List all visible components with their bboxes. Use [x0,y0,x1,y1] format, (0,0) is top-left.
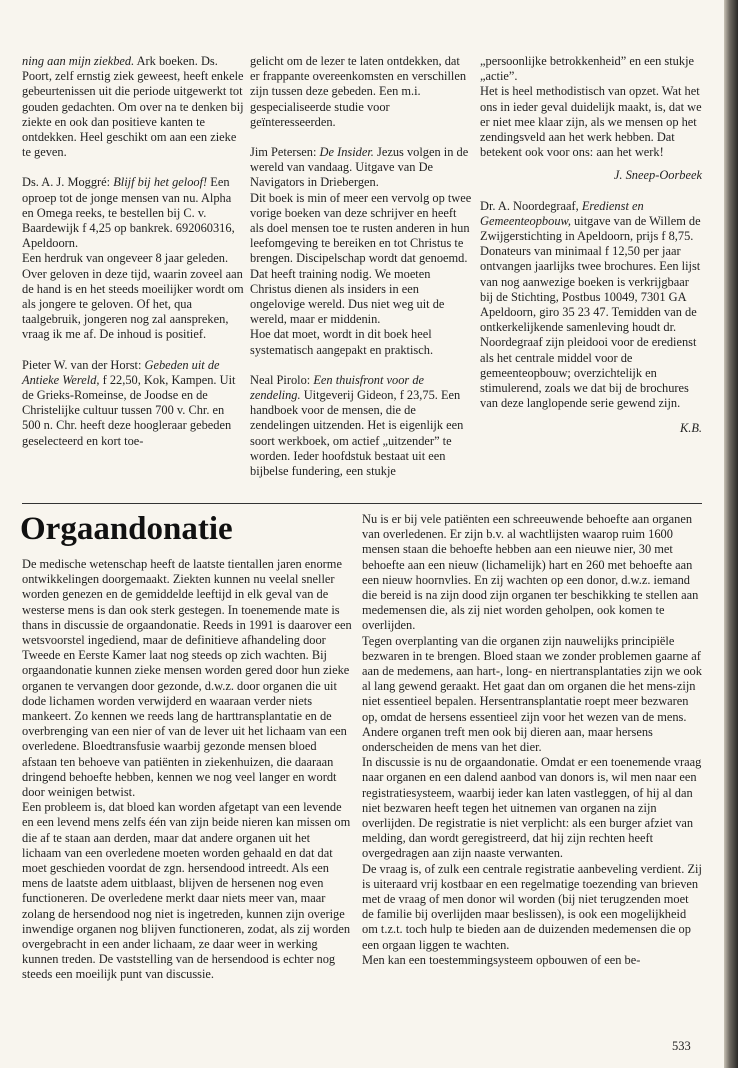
scan-edge [724,0,738,1068]
article-column-right [362,512,702,968]
paragraph: Een probleem is, dat bloed kan worden afgetapt van een levende en een levend mens zelfs één van zijn beide nieren kan missen om die af te staan aan derden, maar dat andere organen uit het lichaam van een overledene moeten worden gehaald en dat dat moet geschieden voordat de zgn. hersendood intreedt. Als een mens de laatste adem uitblaast, blijven de hersenen nog even functioneren. De overledene merkt daar niets meer van, maar zolang de hersendood nog niet is ingetreden, kunnen zijn overige inwendige organen nog blijven functioneren, zodat, als zij worden overgebracht in een ander lichaam, ze daar weer in werking kunnen treden. De vaststelling van de hersendood is echter nog steeds een moeilijk punt van discussie. [22,800,351,982]
signature: J. Sneep-Oorbeek [613,168,702,183]
paragraph: Donateurs van minimaal f 12,50 per jaar ontvangen jaarlijks twee brochures. Een lijst van nog aanwezige boeken is verkrijgbaar bij de Stichting, Postbus 10049, 7301 GA Apeldoorn, giro 35 23 47. Temidden van de ontkerkelijkende samenleving houdt dr. Noordegraaf zijn pleidooi voor de eredienst als het centrale middel voor de gemeenteopbouw; overzichtelijk en stimulerend, zoals we dat bij de brochures van deze langlopende serie gewend zijn. [480,244,701,411]
book-title: Een thuisfront voor de zendeling. [250,372,425,403]
paragraph: Dr. A. Noordegraaf, Eredienst en Gemeenteopbouw, uitgave van de Willem de Zwijgerstichting in Apeldoorn, prijs f 8,75. [480,198,701,244]
book-title: De Insider. [319,145,374,160]
page-number: 533 [672,1039,691,1053]
paragraph: ning aan mijn ziekbed. Ark boeken. Ds. Poort, zelf ernstig ziek geweest, heeft enkele gebeurtenissen uit die periode uitgewerkt tot gouden gedachten. Om over na te denken bij ziekte en ook dan positieve kanten te ontdekken. Heel geschikt om aan een zieke te geven. [22,54,244,160]
review-column-2 [250,54,472,479]
paragraph: De vraag is, of zulk een centrale registratie aanbeveling verdient. Zij is uiteraard vrij kostbaar en een regelmatige toezending van brieven met de vraag of men donor wil worden (bij niet terugzenden moet de familie bij overlijden maar beslissen), is ook een mogelijkheid om t.z.t. toch hulp te bieden aan de duizenden medemensen die op een orgaan liggen te wachten. [362,861,702,952]
paragraph: Het is heel methodistisch van opzet. Wat het ons in ieder geval duidelijk maakt, is, dat we er niet mee klaar zijn, als we mensen op het zendingsveld aan het werk hebben. Dat betekent ook voor ons: aan het werk! [480,84,702,160]
paragraph: Neal Pirolo: Een thuisfront voor de zendeling. Uitgeverij Gideon, f 23,75. Een handboek voor de mensen, die de zendelingen uitzenden. Het is eigenlijk een soort werkboek, om actief „uitzender” te worden. Ieder hoofdstuk bestaat uit een bijbelse fundering, een stukje [250,372,464,479]
paragraph: Hoe dat moet, wordt in dit boek heel systematisch aangepakt en praktisch. [250,327,434,357]
book-title: Eredienst en Gemeenteopbouw, [480,198,644,228]
paragraph: Dit boek is min of meer een vervolg op twee vorige boeken van deze schrijver en heeft als doel mensen toe te rusten anderen in hun leefomgeving te bereiken en tot Christus te brengen. Discipelschap wordt dat genoemd. Dat heeft training nodig. We moeten Christus dienen als insiders in een ongelovige wereld. Dus niet weg uit de wereld, maar er middenin. [250,190,472,327]
review-column-3 [480,54,702,437]
paragraph: De medische wetenschap heeft de laatste tientallen jaren enorme ontwikkelingen doorgemaakt. Ziekten kunnen nu veelal sneller worden genezen en de gemiddelde leeftijd in elk geval van de westerse mens is dan ook sterk gestegen. In toenemende mate is thans in discussie de orgaandonatie. Reeds in 1991 is daarover een wetsvoorstel ingediend, maar de definitieve afhandeling door Tweede en Eerste Kamer laat nog steeds op zich wachten. Bij orgaandonatie kunnen zieke mensen worden gered door hun zieke organen te vervangen door gezonde, d.w.z. door organen die uit dode lichamen worden verwijderd en waaraan verder niets mankeert. Zo kennen we reeds lang de harttransplantatie en de overbrenging van een nier of van de lever uit het lichaam van een overledene. Bloedtransfusie waarbij gezonde mensen bloed afstaan ten behoeve van patiënten in ziekenhuizen, die daaraan dringend behoefte hebben, kennen we nog veel langer en wordt door weinigen betwist. [22,557,352,800]
paragraph: Nu is er bij vele patiënten een schreeuwende behoefte aan organen van overledenen. Er zijn b.v. al wachtlijsten waarop ruim 1600 mensen staan die behoefte hebben aan een nieuwe nier, 30 met behoefte aan een nieuw (lichamelijk) hart en 260 met behoefte aan een nieuw hoornvlies. En zij wachten op een donor, d.w.z. iemand die bereid is na zijn dood zijn organen ter beschikking te stellen aan medemensen die, als zij niet worden geholpen, ook komen te overlijden. [362,512,699,633]
paragraph: Over geloven in deze tijd, waarin zoveel aan de hand is en het steeds moeilijker wordt om als jongere te geloven. Of het, qua taalgebruik, jongeren nog zal aanspreken, vraag ik me af. De inhoud is positief. [22,266,244,342]
paragraph: Ds. A. J. Moggré: Blijf bij het geloof! Een oproep tot de jonge mensen van nu. Alpha en Omega reeks, te bestellen bij C. v. Baardewijk f 4,25 op bankrek. 692060316, Apeldoorn. [22,175,235,251]
paragraph: In discussie is nu de orgaandonatie. Omdat er een toenemende vraag naar organen en een dalend aanbod van donors is, wil men naar een registratiesysteem, waarbij ieder kan laten vastleggen, of hij al dan niet bezwaren heeft tegen het uitnemen van organen na zijn overlijden. De registratie is niet verplicht: als een burger afziet van melding, dan wordt geregistreerd, dat hij zijn rechten heeft overgedragen aan zijn naaste verwanten. [362,755,702,861]
paragraph: Pieter W. van der Horst: Gebeden uit de Antieke Wereld, f 22,50, Kok, Kampen. Uit de Grieks-Romeinse, de Joodse en de Christelijke cultuur tussen 700 v. Chr. en 500 n. Chr. heeft deze hoogleraar gebeden geselecteerd en kort toe- [22,357,236,448]
review-column-1 [22,54,244,449]
section-divider [22,503,702,504]
paragraph: Een herdruk van ongeveer 8 jaar geleden. [22,251,229,266]
paragraph: Men kan een toestemmingsysteem opbouwen of een be- [362,952,641,967]
book-title: ning aan mijn ziekbed. [22,54,135,68]
paragraph: Tegen overplanting van die organen zijn nauwelijks principiële bezwaren in te brengen. Bloed staan we zonder problemen gaarne af aan de medemens, aan hart-, long- en niertransplantaties zijn we ook al lang gewend geraakt. Het gaat dan om organen die het mens-zijn niet essentieel bepalen. Hersentransplantatie roept meer bezwaren op, omdat de hersens essentieel zijn voor het wezen van de mens. Andere organen treft men ook bij dieren aan, maar hersens onderscheiden de mens van het dier. [362,633,702,755]
paragraph: Jim Petersen: De Insider. Jezus volgen in de wereld van vandaag. Uitgave van De Navigators in Driebergen. [250,145,469,190]
article-title: Orgaandonatie [20,511,233,547]
paragraph: „persoonlijke betrokkenheid” en een stukje „actie”. [480,54,695,84]
book-title: Blijf bij het geloof! [113,175,208,190]
paragraph: gelicht om de lezer te laten ontdekken, dat er frappante overeenkomsten en verschillen zijn tussen deze gebeden. Een m.i. gespecialiseerde studie voor geïnteresseerden. [250,54,467,129]
book-title: Gebeden uit de Antieke Wereld, [22,357,220,387]
article-column-left [22,557,352,983]
signature: K.B. [679,421,702,436]
